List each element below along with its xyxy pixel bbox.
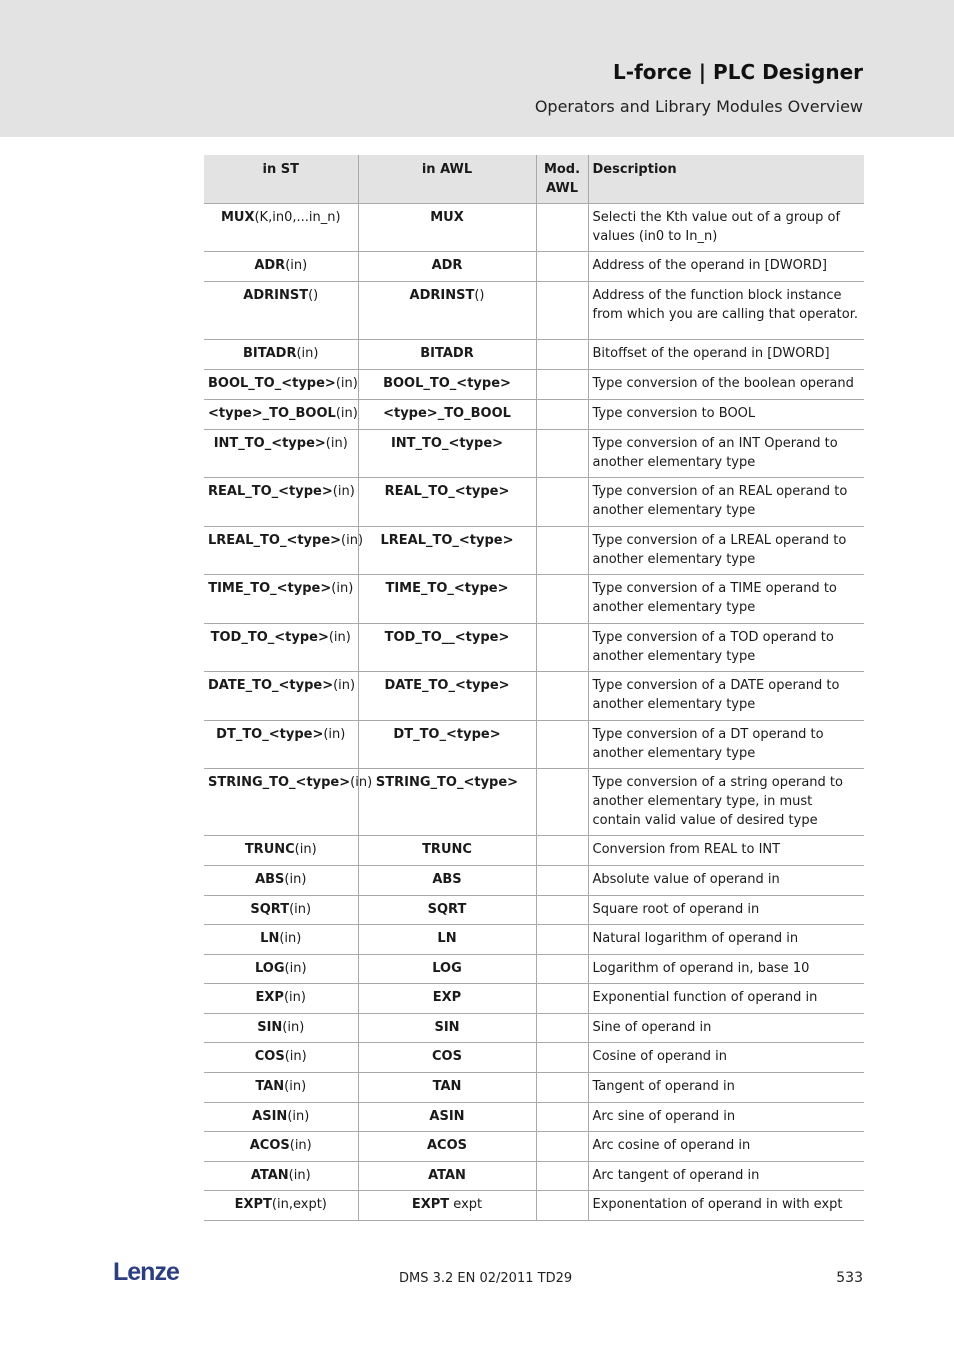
cell-description: Type conversion of a DATE operand to another elementary type [588,672,864,721]
cell-in-st [204,721,358,769]
cell-in-awl [358,925,536,955]
page-number: 533 [836,1270,863,1286]
cell-in-awl [358,252,536,282]
st-arguments: (in) [350,775,373,790]
cell-in-awl [358,896,536,925]
cell-in-awl [358,1191,536,1221]
awl-function-name: SIN [434,1020,460,1035]
st-arguments: (in) [328,630,351,645]
cell-in-st [204,1043,358,1073]
awl-function-name: DATE_TO_<type> [384,678,510,693]
table-header-row [204,155,864,204]
cell-in-awl [358,624,536,672]
cell-mod-awl [536,575,588,624]
cell-in-st [204,340,358,370]
cell-description: Selecti the Kth value out of a group of values (in0 to In_n) [588,204,864,252]
st-function-name: DT_TO_<type> [216,727,324,742]
awl-function-name: LOG [432,961,462,976]
st-function-name: ASIN [252,1109,288,1124]
cell-description: Natural logarithm of operand in [588,925,864,955]
st-arguments: (in) [335,406,358,421]
table-row [204,769,864,836]
cell-mod-awl [536,866,588,896]
st-arguments: (in) [332,484,355,499]
cell-mod-awl [536,1162,588,1191]
cell-in-st [204,955,358,984]
cell-description: Tangent of operand in [588,1073,864,1103]
cell-mod-awl [536,896,588,925]
cell-in-st [204,204,358,252]
cell-mod-awl [536,204,588,252]
cell-mod-awl [536,340,588,370]
cell-mod-awl [536,836,588,866]
cell-description: Exponential function of operand in [588,984,864,1014]
cell-in-st [204,1103,358,1132]
footer-document-id: DMS 3.2 EN 02/2011 TD29 [399,1271,573,1286]
awl-function-name: ATAN [428,1168,466,1183]
awl-function-name: LREAL_TO_<type> [380,533,514,548]
awl-function-name: REAL_TO_<type> [384,484,510,499]
cell-description: Cosine of operand in [588,1043,864,1073]
cell-description: Conversion from REAL to INT [588,836,864,866]
st-function-name: ACOS [249,1138,290,1153]
table-row [204,624,864,672]
st-function-name: MUX [220,210,255,225]
cell-mod-awl [536,925,588,955]
column-header-in-st: in ST [204,155,358,204]
st-function-name: COS [254,1049,285,1064]
cell-description: Type conversion of an REAL operand to another elementary type [588,478,864,527]
cell-mod-awl [536,672,588,721]
cell-in-st [204,896,358,925]
st-function-name: TRUNC [244,842,295,857]
table-row [204,721,864,769]
table-row [204,1132,864,1162]
awl-function-name: TRUNC [422,842,472,857]
table-row [204,478,864,527]
cell-description: Type conversion of the boolean operand [588,370,864,400]
table-row [204,866,864,896]
cell-mod-awl [536,400,588,430]
table-row [204,1043,864,1073]
awl-function-name: EXP [432,990,462,1005]
cell-in-awl [358,340,536,370]
cell-in-awl [358,1043,536,1073]
awl-function-name: ADRINST [409,288,475,303]
cell-in-st [204,575,358,624]
cell-mod-awl [536,624,588,672]
cell-mod-awl [536,721,588,769]
awl-function-name: SQRT [427,902,467,917]
cell-in-awl [358,204,536,252]
awl-arguments: () [474,288,485,303]
st-arguments: (in) [335,376,358,391]
st-function-name: DATE_TO_<type> [208,678,334,693]
st-arguments: (in) [325,436,348,451]
awl-function-name: MUX [430,210,464,225]
st-arguments: (in) [282,1020,305,1035]
awl-function-name: TAN [432,1079,462,1094]
cell-in-st [204,252,358,282]
cell-in-st [204,866,358,896]
cell-mod-awl [536,430,588,478]
column-header-mod-awl: Mod. AWL [536,155,588,204]
st-arguments: (in) [287,1109,310,1124]
st-function-name: EXPT [234,1197,272,1212]
st-function-name: REAL_TO_<type> [208,484,333,499]
table-row [204,925,864,955]
st-arguments: (in) [284,1049,307,1064]
cell-description: Bitoffset of the operand in [DWORD] [588,340,864,370]
cell-description: Type conversion of a TOD operand to another elementary type [588,624,864,672]
st-arguments: (in) [289,1138,312,1153]
table-row [204,1103,864,1132]
table-row [204,370,864,400]
cell-in-awl [358,527,536,575]
st-arguments: (in) [284,1079,307,1094]
st-arguments: (in) [284,872,307,887]
st-function-name: ATAN [250,1168,289,1183]
cell-in-awl [358,400,536,430]
cell-in-st [204,430,358,478]
st-arguments: (in) [294,842,317,857]
st-function-name: LOG [254,961,285,976]
st-arguments: (in) [288,1168,311,1183]
cell-in-st [204,984,358,1014]
cell-in-st [204,1073,358,1103]
document-title: L-force | PLC Designer [613,60,863,84]
st-function-name: SIN [257,1020,283,1035]
cell-mod-awl [536,1073,588,1103]
cell-in-st [204,1132,358,1162]
table-row [204,1073,864,1103]
cell-description: Arc tangent of operand in [588,1162,864,1191]
st-arguments: (in) [331,581,354,596]
cell-in-awl [358,370,536,400]
awl-function-name: ACOS [426,1138,467,1153]
cell-description: Type conversion of a string operand to another elementary type, in must contain valid value of desired type [588,769,864,836]
cell-in-st [204,370,358,400]
lenze-logo: Lenze [113,1258,179,1286]
cell-description: Type conversion of a DT operand to another elementary type [588,721,864,769]
st-arguments: (in) [341,533,364,548]
table-row [204,527,864,575]
cell-in-awl [358,1014,536,1043]
cell-mod-awl [536,955,588,984]
cell-in-awl [358,769,536,836]
cell-in-awl [358,575,536,624]
st-arguments: (in) [285,258,308,273]
cell-mod-awl [536,527,588,575]
cell-mod-awl [536,1191,588,1221]
st-function-name: SQRT [250,902,290,917]
cell-in-awl [358,955,536,984]
st-function-name: ABS [255,872,285,887]
cell-description: Sine of operand in [588,1014,864,1043]
column-header-in-awl: in AWL [358,155,536,204]
cell-in-st [204,282,358,340]
cell-in-awl [358,478,536,527]
st-function-name: STRING_TO_<type> [208,775,351,790]
st-function-name: ADR [254,258,286,273]
st-arguments: (in) [283,990,306,1005]
cell-in-awl [358,1073,536,1103]
cell-mod-awl [536,282,588,340]
cell-description: Logarithm of operand in, base 10 [588,955,864,984]
st-arguments: (in) [333,678,356,693]
cell-description: Address of the operand in [DWORD] [588,252,864,282]
awl-function-name: BITADR [420,346,474,361]
table-row [204,575,864,624]
awl-function-name: TOD_TO__<type> [384,630,510,645]
column-header-description: Description [588,155,864,204]
cell-in-st [204,527,364,575]
cell-in-st [204,1191,358,1221]
table-body [204,204,864,1221]
cell-in-awl [358,866,536,896]
table-row [204,955,864,984]
cell-in-st [204,478,358,527]
st-function-name: TAN [255,1079,285,1094]
cell-in-awl [358,721,536,769]
table-row [204,1162,864,1191]
awl-function-name: TIME_TO_<type> [385,581,509,596]
table-row [204,836,864,866]
cell-description: Exponentation of operand in with expt [588,1191,864,1221]
cell-in-st [204,1014,358,1043]
cell-in-awl [358,984,536,1014]
st-arguments: (K,in0,...in_n) [254,210,341,225]
table-row [204,430,864,478]
st-arguments: (in) [284,961,307,976]
table-row [204,1191,864,1221]
awl-function-name: ABS [432,872,462,887]
cell-in-st [204,836,358,866]
cell-in-st [204,925,358,955]
st-function-name: BITADR [243,346,297,361]
cell-mod-awl [536,478,588,527]
cell-in-awl [358,1132,536,1162]
table-row [204,1014,864,1043]
cell-description: Type conversion of a LREAL operand to another elementary type [588,527,864,575]
st-arguments: (in,expt) [271,1197,327,1212]
cell-in-awl [358,282,536,340]
awl-function-name: ADR [431,258,463,273]
table-row [204,340,864,370]
awl-function-name: ASIN [429,1109,465,1124]
awl-function-name: INT_TO_<type> [390,436,504,451]
table-row [204,252,864,282]
awl-function-name: DT_TO_<type> [393,727,501,742]
cell-description: Arc sine of operand in [588,1103,864,1132]
awl-function-name: <type>_TO_BOOL [383,406,511,421]
table-row [204,984,864,1014]
cell-mod-awl [536,1014,588,1043]
awl-function-name: EXPT [411,1197,450,1212]
cell-description: Absolute value of operand in [588,866,864,896]
cell-in-awl [358,836,536,866]
cell-description: Type conversion to BOOL [588,400,864,430]
section-subtitle: Operators and Library Modules Overview [534,97,863,116]
cell-description: Type conversion of an INT Operand to another elementary type [588,430,864,478]
st-arguments: (in) [279,931,302,946]
st-function-name: TIME_TO_<type> [208,581,332,596]
awl-arguments: expt [449,1197,483,1212]
cell-mod-awl [536,1103,588,1132]
operators-table [204,155,864,1221]
cell-mod-awl [536,1043,588,1073]
cell-in-st [204,1162,358,1191]
cell-in-awl [358,1162,536,1191]
cell-description: Square root of operand in [588,896,864,925]
cell-mod-awl [536,769,588,836]
st-function-name: INT_TO_<type> [213,436,326,451]
st-function-name: TOD_TO_<type> [210,630,329,645]
cell-description: Address of the function block instance from which you are calling that operator. [588,282,864,340]
table-row [204,282,864,340]
awl-function-name: LN [437,931,457,946]
cell-mod-awl [536,370,588,400]
st-function-name: EXP [255,990,284,1005]
table-row [204,672,864,721]
st-arguments: (in) [323,727,346,742]
table-row [204,400,864,430]
table-row [204,204,864,252]
cell-mod-awl [536,252,588,282]
awl-function-name: STRING_TO_<type> [375,775,519,790]
cell-description: Arc cosine of operand in [588,1132,864,1162]
st-function-name: BOOL_TO_<type> [208,376,336,391]
cell-in-awl [358,1103,536,1132]
cell-mod-awl [536,1132,588,1162]
table-row [204,896,864,925]
st-arguments: (in) [289,902,312,917]
cell-in-awl [358,430,536,478]
awl-function-name: COS [432,1049,462,1064]
st-function-name: LREAL_TO_<type> [208,533,342,548]
cell-in-st [204,672,358,721]
st-function-name: <type>_TO_BOOL [208,406,336,421]
cell-mod-awl [536,984,588,1014]
cell-in-st [204,400,358,430]
cell-in-st [204,624,358,672]
st-function-name: ADRINST [243,288,309,303]
st-arguments: (in) [296,346,319,361]
awl-function-name: BOOL_TO_<type> [383,376,511,391]
cell-description: Type conversion of a TIME operand to another elementary type [588,575,864,624]
cell-in-st [204,769,373,836]
st-arguments: () [308,288,319,303]
st-function-name: LN [260,931,280,946]
cell-in-awl [358,672,536,721]
